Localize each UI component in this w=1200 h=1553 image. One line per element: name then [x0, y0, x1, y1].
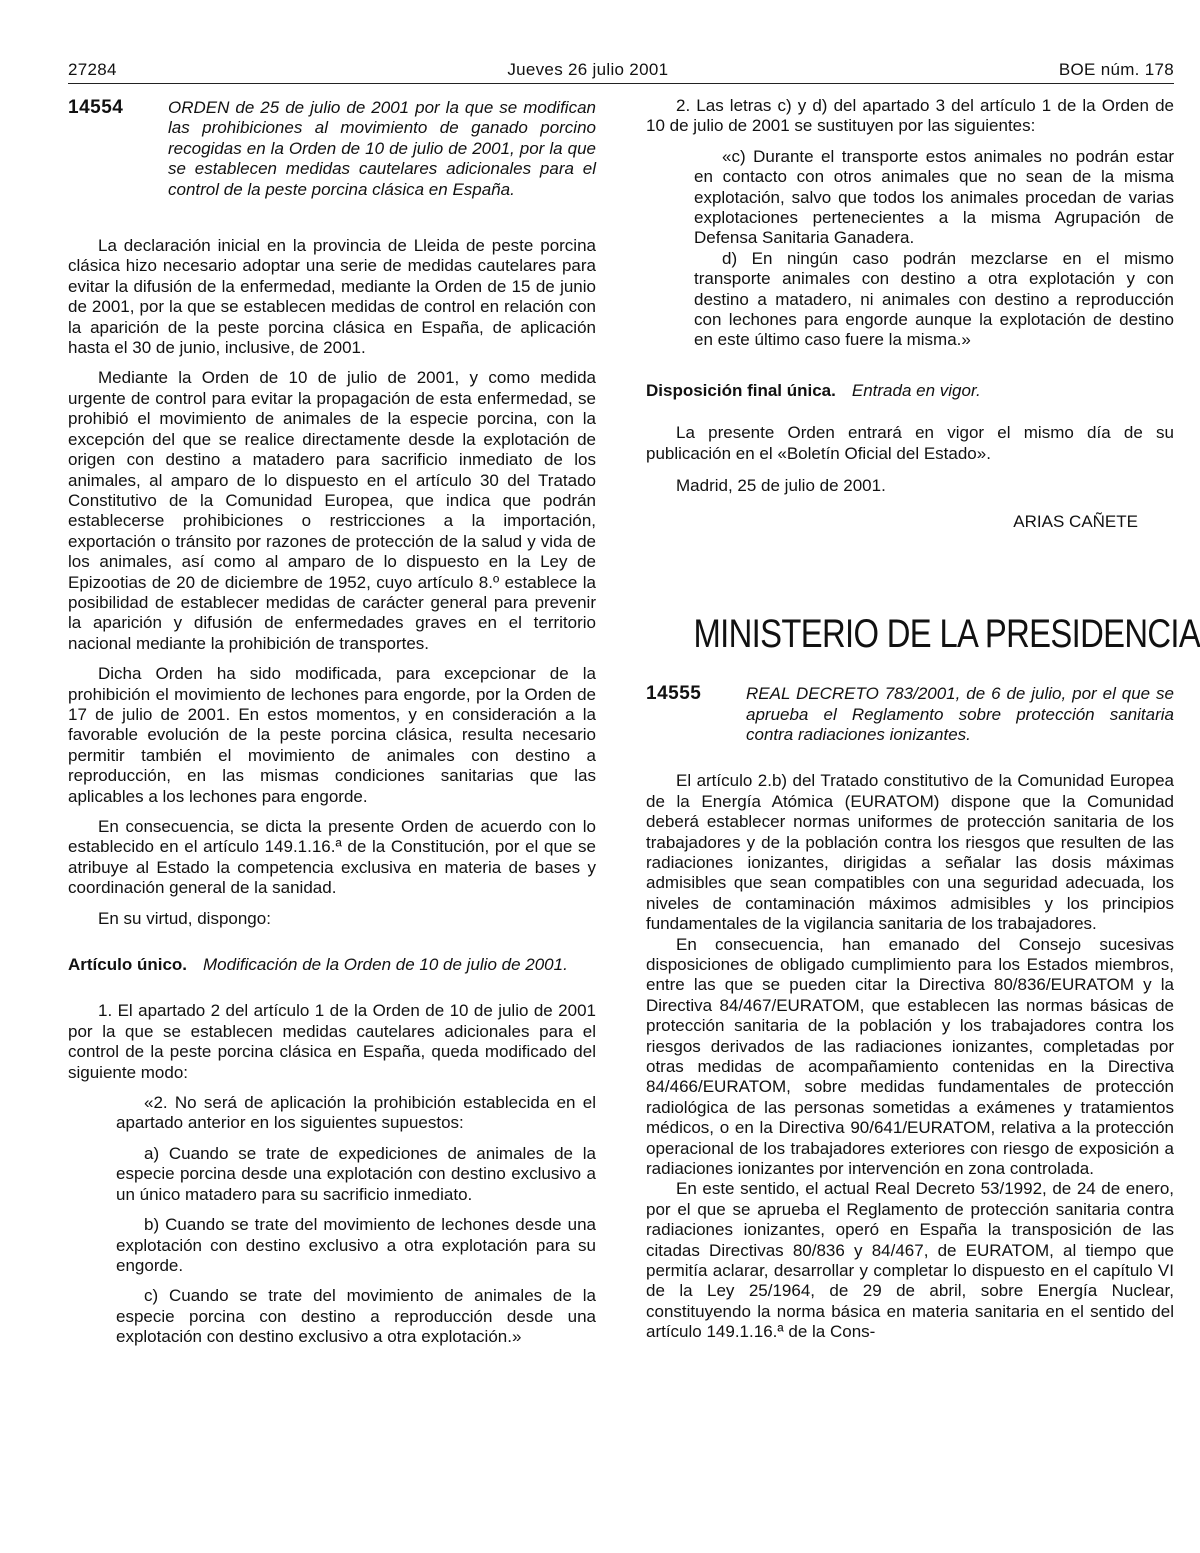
page-number: 27284 — [68, 60, 117, 79]
order-paragraph: Dicha Orden ha sido modificada, para excepcionar de la prohibición el movimiento de lechones para engorde, por la Orden de 17 de julio de 2001. En estos momentos, y en consideración a la favorable evolución de la peste porcina clásica, resulta necesario permitir también el movimiento de animales con destino a reproducción, en las mismas condiciones sanitarias que las aplicables a los lechones para engorde. — [68, 664, 596, 806]
quoted-paragraph: d) En ningún caso podrán mezclarse en el mismo transporte animales con destino a otra explotación y con destino a matadero, ni animales con destino a reproducción con lechones para engorde aunque la explotación de destino en este último caso fuere la misma.» — [694, 248, 1174, 350]
quoted-paragraph: c) Cuando se trate del movimiento de animales de la especie porcina con destino a reproducción desde una explotación con destino exclusivo a otra explotación.» — [116, 1286, 596, 1347]
decree-title: REAL DECRETO 783/2001, de 6 de julio, por el que se aprueba el Reglamento sobre protección sanitaria contra radiaciones ionizantes. — [746, 684, 1174, 744]
place-date: Madrid, 25 de julio de 2001. — [676, 476, 886, 496]
boe-page — [68, 60, 1200, 1348]
order-heading — [68, 98, 596, 200]
decree-paragraph: En este sentido, el actual Real Decreto 53/1992, de 24 de enero, por el que se aprueba el Reglamento de protección sanitaria contra radiaciones ionizantes, operó en España la transposición de las citadas Directivas 80/836 y 84/467, de EURATOM, al tiempo que permitía aclarar, desarrollar y completar lo dispuesto en el capítulo VI de la Ley 25/1964, de 29 de abril, sobre Energía Nuclear, constituyendo la norma básica en materia sanitaria en el sentido del artículo 149.1.16.ª de la Cons- — [646, 1179, 1174, 1342]
decree-number: 14555 — [646, 683, 702, 705]
right-column — [646, 90, 1200, 1348]
article-paragraph: 2. Las letras c) y d) del apartado 3 del artículo 1 de la Orden de 10 de julio de 2001 se sustituyen por las siguientes: — [646, 96, 1174, 136]
quoted-text — [68, 1093, 596, 1347]
left-column — [68, 90, 596, 1348]
signature: ARIAS CAÑETE — [1013, 512, 1138, 532]
bulletin-number: BOE núm. 178 — [1058, 60, 1174, 79]
quoted-paragraph: «2. No será de aplicación la prohibición establecida en el apartado anterior en los siguientes supuestos: — [116, 1093, 596, 1133]
quoted-paragraph: b) Cuando se trate del movimiento de lechones desde una explotación con destino exclusivo a otra explotación para su engorde. — [116, 1215, 596, 1275]
final-provision-text: La presente Orden entrará en vigor el mismo día de su publicación en el «Boletín Oficial del Estado». — [646, 423, 1174, 463]
two-column-body — [68, 90, 1200, 1348]
order-paragraph: Mediante la Orden de 10 de julio de 2001, y como medida urgente de control para evitar la propagación de esta enfermedad, se prohibió el movimiento de animales de la especie porcina, con la excepción del que se realice directamente desde la explotación de origen con destino a matadero para sacrificio inmediato de los animales, al amparo de lo dispuesto en el artículo 30 del Tratado Constitutivo de la Comunidad Europea, que indica que podrán establecerse prohibiciones o restricciones a la importación, exportación o tránsito por razones de protección de la salud y vida de los animales, así como al amparo de lo dispuesto en la Ley de Epizootias de 20 de diciembre de 1952, cuyo artículo 8.º establece la posibilidad de establecer medidas de carácter general para prevenir la aparición y difusión de enfermedades graves en el territorio nacional mediante la prohibición de transportes. — [68, 368, 596, 653]
decree-paragraph: El artículo 2.b) del Tratado constitutivo de la Comunidad Europea de la Energía Atómica (EURATOM) dispone que la Comunidad deberá establecer normas uniformes de protección sanitaria de los trabajadores y de la población contra los riesgos que resulten de las radiaciones ionizantes, dirigidas a señalar las dosis máximas admisibles que sean compatibles con una seguridad adecuada, los niveles de contaminación máximos admisibles y los principios fundamentales de la vigilancia sanitaria de los trabajadores. — [646, 771, 1174, 934]
decree-heading — [646, 684, 1174, 745]
final-provision-title: Entrada en vigor. — [851, 380, 981, 400]
order-paragraph: En su virtud, dispongo: — [98, 908, 271, 928]
final-provision-heading — [646, 381, 1174, 401]
issue-date: Jueves 26 julio 2001 — [507, 60, 669, 79]
article-heading — [68, 955, 596, 975]
order-number: 14554 — [68, 97, 124, 118]
decree-paragraph: En consecuencia, han emanado del Consejo sucesivas disposiciones de obligado cumplimiento para los Estados miembros, entre las que se pueden citar la Directiva 80/836/EURATOM y la Directiva 84/467/EURATOM, que establecen las normas básicas de protección sanitaria de la población y los trabajadores contra los riesgos derivados de las radiaciones ionizantes, completadas por otras medidas de acompañamiento contenidas en la Directiva 84/466/EURATOM, sobre medidas fundamentales de protección radiológica de las personas sometidas a exámenes y tratamientos médicos, o en la Directiva 90/641/EURATOM, relativa a la protección operacional de los trabajadores exteriores con riesgo de exposición a radiaciones ionizantes por intervención en zona controlada. — [646, 934, 1174, 1179]
ministry-heading: MINISTERIO DE LA PRESIDENCIA — [693, 612, 1200, 657]
quoted-text — [646, 147, 1174, 351]
page-header — [68, 60, 1174, 84]
quoted-paragraph: «c) Durante el transporte estos animales no podrán estar en contacto con otros animales que no sean de la misma explotación, salvo que todos los animales procedan de varias explotaciones pertenecientes a la misma Agrupación de Defensa Sanitaria Ganadera. — [694, 146, 1174, 248]
order-title: ORDEN de 25 de julio de 2001 por la que se modifican las prohibiciones al movimiento de ganado porcino recogidas en la Orden de 10 de julio de 2001, por la que se establecen medidas cautelares adicionales para el control de la peste porcina clásica en España. — [168, 98, 596, 199]
article-label: Artículo único. — [68, 955, 187, 975]
article-paragraph: 1. El apartado 2 del artículo 1 de la Orden de 10 de julio de 2001 por la que se establecen medidas cautelares adicionales para el control de la peste porcina clásica en España, queda modificado del siguiente modo: — [68, 1001, 596, 1082]
quoted-paragraph: a) Cuando se trate de expediciones de animales de la especie porcina desde una explotación con destino exclusivo a un único matadero para su sacrificio inmediato. — [116, 1143, 596, 1204]
order-paragraph: La declaración inicial en la provincia de Lleida de peste porcina clásica hizo necesario adoptar una serie de medidas cautelares para evitar la difusión de la enfermedad, mediante la Orden de 15 de junio de 2001, por la que se establecen medidas de control en relación con la aparición de la peste porcina clásica en España, de aplicación hasta el 30 de junio, inclusive, de 2001. — [68, 236, 596, 358]
article-title: Modificación de la Orden de 10 de julio de 2001. — [203, 955, 568, 975]
order-paragraph: En consecuencia, se dicta la presente Orden de acuerdo con lo establecido en el artículo 149.1.16.ª de la Constitución, por el que se atribuye al Estado la competencia exclusiva en materia de bases y coordinación general de la sanidad. — [68, 817, 596, 898]
final-provision-label: Disposición final única. — [646, 380, 836, 400]
